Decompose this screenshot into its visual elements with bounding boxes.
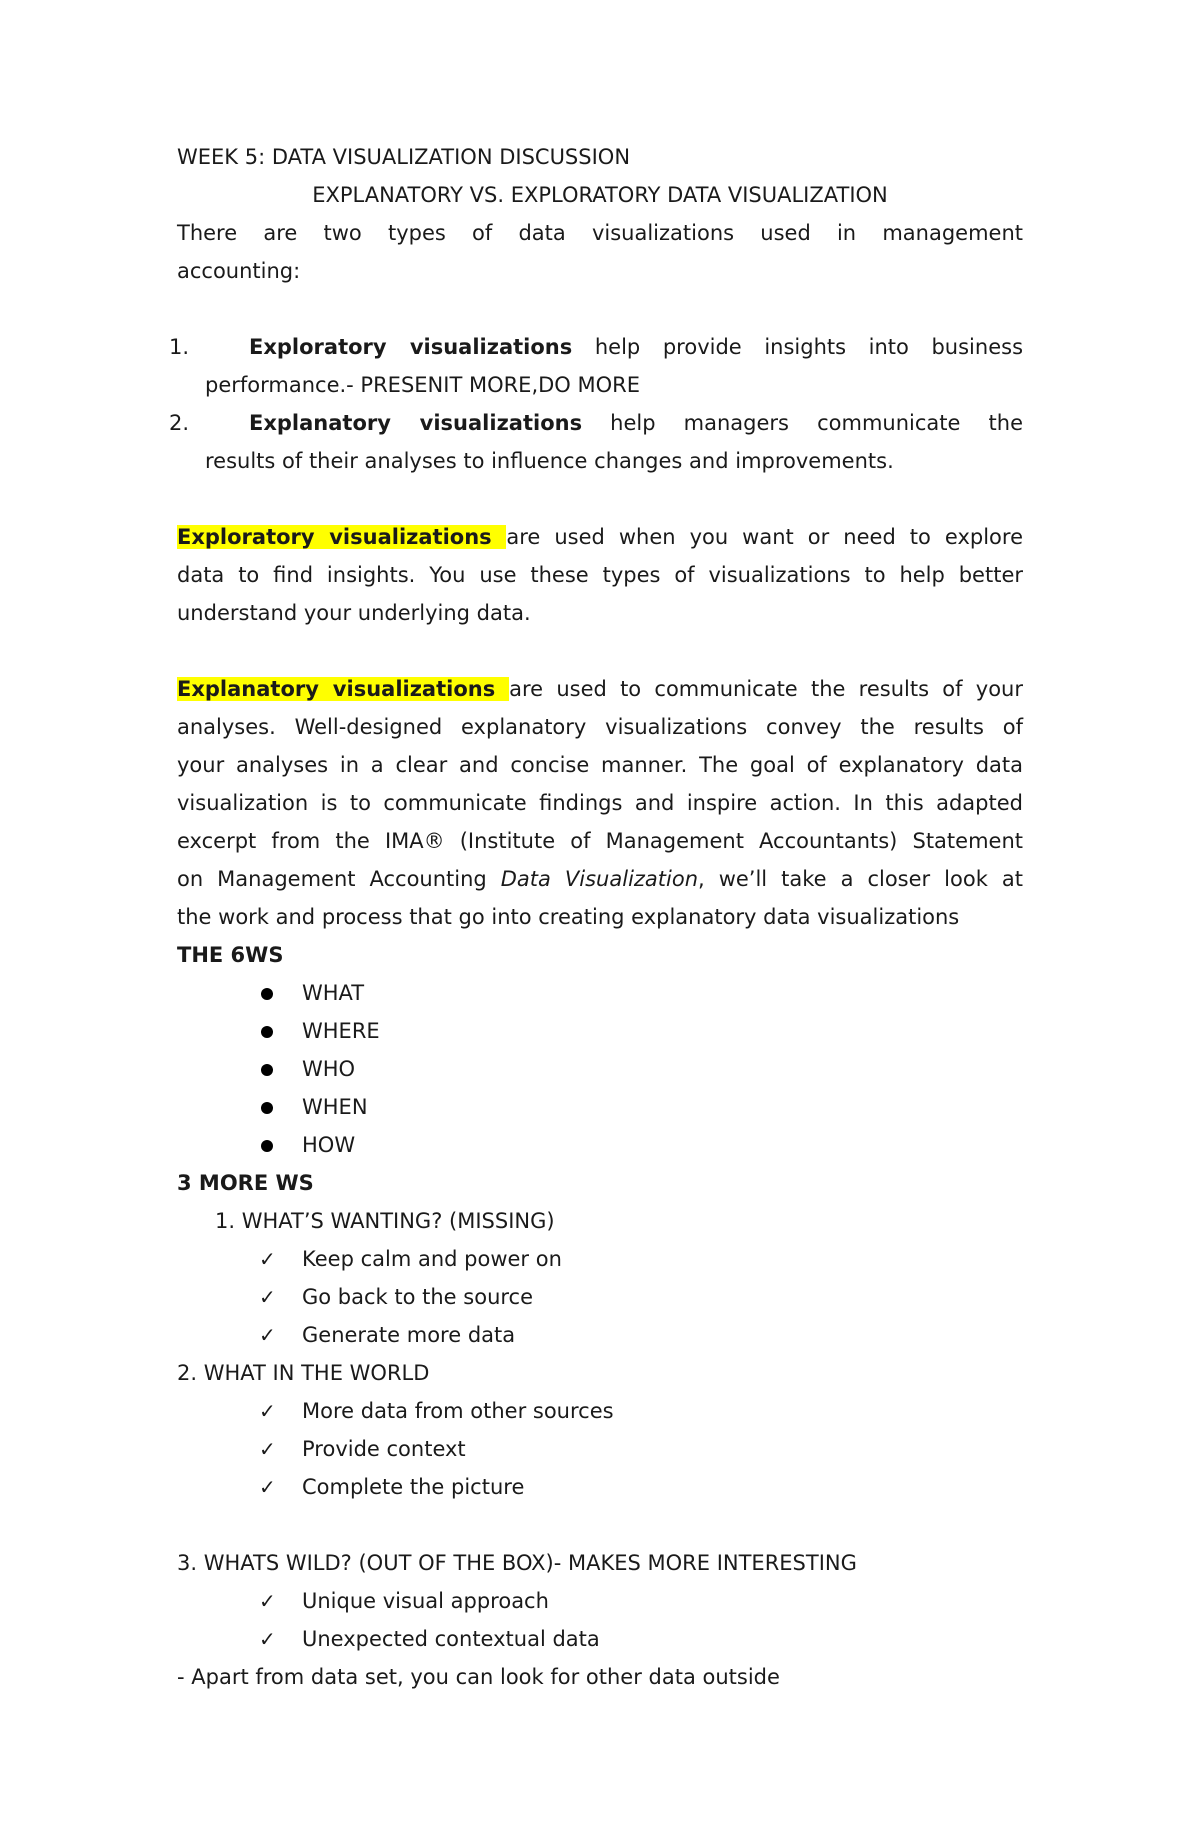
explanatory-para-line-6-post: , we’ll take a closer look at (698, 867, 1023, 891)
explanatory-para-line-3: your analyses in a clear and concise manner. The goal of explanatory data (177, 753, 1023, 777)
list-item (177, 1468, 1023, 1506)
list-item-label: Go back to the source (302, 1285, 534, 1309)
list-item (177, 1240, 1023, 1278)
list-item (177, 1012, 1023, 1050)
document-body (169, 138, 1024, 1696)
list-item-label: Keep calm and power on (302, 1247, 562, 1271)
list-item (177, 1430, 1023, 1468)
footer-note: - Apart from data set, you can look for other data outside (177, 1665, 780, 1689)
list-item (177, 1582, 1023, 1620)
type-item-1 (169, 328, 1024, 366)
bullet-icon (261, 1140, 273, 1152)
list-item-label: HOW (302, 1133, 356, 1157)
list-item-label: Provide context (302, 1437, 466, 1461)
type-item-1-term: Exploratory visualizations (249, 335, 573, 359)
list-item (177, 1050, 1023, 1088)
bullet-icon (261, 1064, 273, 1076)
bullet-icon (261, 1026, 273, 1038)
checkmark-icon: ✓ (259, 1247, 276, 1271)
list-item-label: WHAT (302, 981, 365, 1005)
list-item-label: Complete the picture (302, 1475, 525, 1499)
explanatory-term-highlight: Explanatory visualizations (177, 677, 510, 701)
checkmark-icon: ✓ (259, 1437, 276, 1461)
three-more-heading: 3 MORE WS (177, 1171, 314, 1195)
list-item-label: WHERE (302, 1019, 380, 1043)
type-item-2-cont: results of their analyses to influence changes and improvements. (205, 449, 894, 473)
checkmark-icon: ✓ (259, 1323, 276, 1347)
group-1-list (177, 1240, 1023, 1354)
bullet-icon (261, 988, 273, 1000)
list-item (177, 1392, 1023, 1430)
data-visualization-italic: Data Visualization (500, 867, 699, 891)
explanatory-para-line-6 (177, 860, 1023, 898)
explanatory-para-line-5: excerpt from the IMA® (Institute of Management Accountants) Statement (177, 829, 1023, 853)
group-3-list (177, 1582, 1023, 1658)
group-3-title: 3. WHATS WILD? (OUT OF THE BOX)- MAKES MORE INTERESTING (177, 1551, 857, 1575)
exploratory-term-highlight: Exploratory visualizations (177, 525, 507, 549)
group-2-title: 2. WHAT IN THE WORLD (177, 1361, 430, 1385)
checkmark-icon: ✓ (259, 1399, 276, 1423)
checkmark-icon: ✓ (259, 1627, 276, 1651)
document-subtitle: EXPLANATORY VS. EXPLORATORY DATA VISUALIZATION (312, 183, 888, 207)
list-item (177, 1088, 1023, 1126)
list-item (177, 1620, 1023, 1658)
six-ws-heading: THE 6WS (177, 943, 284, 967)
explanatory-para-line-7: the work and process that go into creating explanatory data visualizations (177, 905, 960, 929)
explanatory-para-rest: are used to communicate the results of your (509, 677, 1023, 701)
list-item (177, 1316, 1023, 1354)
explanatory-para-line-1 (177, 670, 1023, 708)
list-item-label: Unique visual approach (302, 1589, 549, 1613)
six-ws-list (177, 974, 1023, 1164)
checkmark-icon: ✓ (259, 1285, 276, 1309)
list-item-label: Generate more data (302, 1323, 516, 1347)
bullet-icon (261, 1102, 273, 1114)
exploratory-para-line-3: understand your underlying data. (177, 601, 531, 625)
list-item (177, 974, 1023, 1012)
list-item-label: Unexpected contextual data (302, 1627, 600, 1651)
checkmark-icon: ✓ (259, 1589, 276, 1613)
intro-line-2: accounting: (177, 259, 301, 283)
intro-line-1: There are two types of data visualizations used in management (177, 221, 1023, 245)
list-item (177, 1278, 1023, 1316)
type-item-1-number: 1. (169, 335, 190, 359)
type-item-1-rest: help provide insights into business (572, 335, 1024, 359)
type-item-1-cont: performance.- PRESENIT MORE,DO MORE (205, 373, 641, 397)
group-1-title: 1. WHAT’S WANTING? (MISSING) (215, 1209, 555, 1233)
group-2-list (177, 1392, 1023, 1506)
type-item-2-rest: help managers communicate the (582, 411, 1023, 435)
list-item-label: WHO (302, 1057, 356, 1081)
exploratory-para-line-1 (177, 518, 1023, 556)
explanatory-para-line-2: analyses. Well-designed explanatory visualizations convey the results of (177, 715, 1023, 739)
document-title: WEEK 5: DATA VISUALIZATION DISCUSSION (177, 145, 631, 169)
checkmark-icon: ✓ (259, 1475, 276, 1499)
type-item-2 (169, 404, 1023, 442)
explanatory-para-line-4: visualization is to communicate findings and inspire action. In this adapted (177, 791, 1023, 815)
list-item (177, 1126, 1023, 1164)
type-item-2-number: 2. (169, 411, 190, 435)
list-item-label: More data from other sources (302, 1399, 614, 1423)
explanatory-para-line-6-pre: on Management Accounting (177, 867, 501, 891)
list-item-label: WHEN (302, 1095, 368, 1119)
type-item-2-term: Explanatory visualizations (249, 411, 583, 435)
exploratory-para-line-2: data to find insights. You use these types of visualizations to help better (177, 563, 1023, 587)
exploratory-para-rest: are used when you want or need to explore (506, 525, 1023, 549)
